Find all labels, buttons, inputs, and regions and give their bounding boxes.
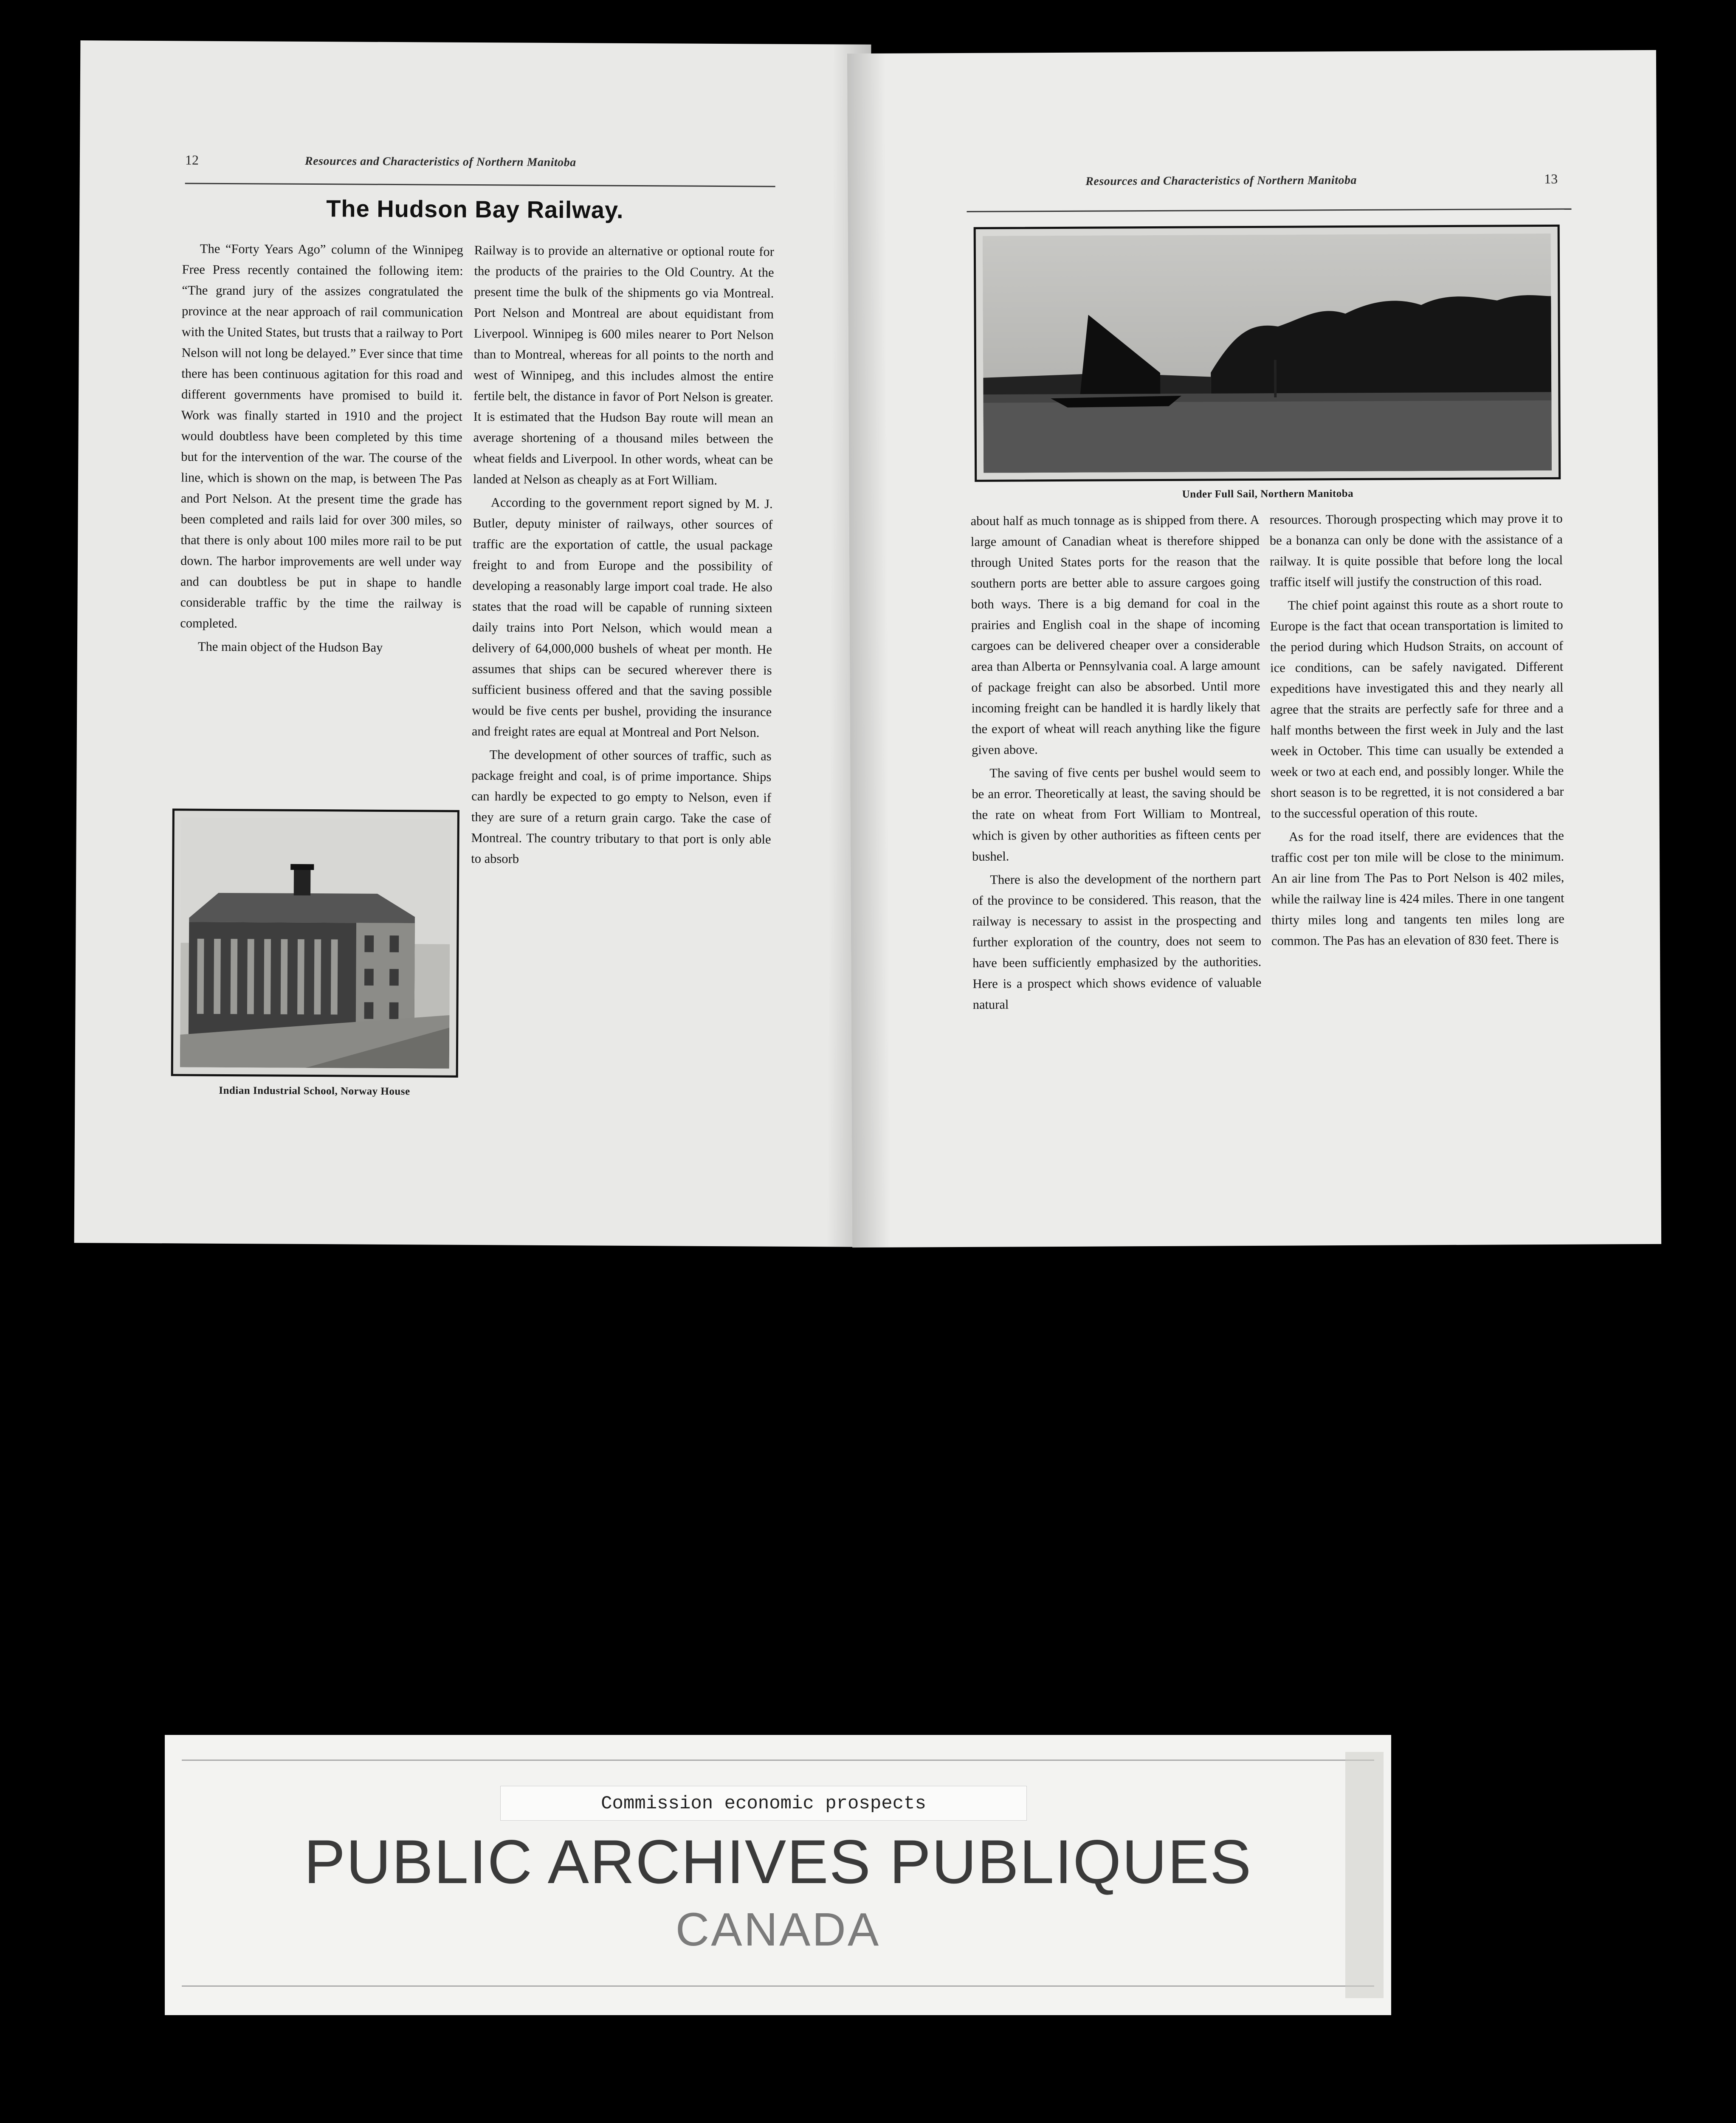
page-number: 13 [1544, 171, 1558, 187]
running-head: Resources and Characteristics of Northern Manitoba [1085, 173, 1357, 188]
photo-caption: Indian Industrial School, Norway House [219, 1084, 410, 1098]
paragraph: resources. Thorough prospecting which may prove it to be a bonanza can only be done with the assistance of a railway. It is quite possible that before long the local traffic itself will justify the construction of this road. [1269, 511, 1563, 589]
page-number: 12 [185, 152, 199, 168]
left-column-1 [180, 238, 463, 661]
header-rule [185, 183, 775, 187]
right-column-1 [971, 510, 1262, 1018]
archive-country: CANADA [675, 1903, 881, 1956]
card-bottom-rule [182, 1985, 1374, 1987]
building-photo-icon [180, 817, 451, 1068]
archive-stamp: PUBLIC ARCHIVES PUBLIQUES [304, 1827, 1252, 1896]
sailboat-photo-icon [983, 234, 1552, 473]
article-title: The Hudson Bay Railway. [326, 195, 624, 223]
right-page [847, 50, 1661, 1247]
card-top-rule [182, 1760, 1374, 1761]
gutter-shadow [847, 53, 891, 1247]
paragraph: According to the government report signed by M. J. Butler, deputy minister of railways, other sources of traffic are the exportation of cattle, the usual package freight to and from Europe and the possibility of developing a reasonably large import coal trade. He also states that the road will be capable of running sixteen daily trains into Port Nelson, which would mean a delivery of 64,000,000 bushels of wheat per month. He assumes that ships can be secured wherever there is sufficient business offered and that the saving possible would be five cents per bushel, providing the insurance and freight rates are equal at Montreal and Port Nelson. [471, 495, 773, 740]
paragraph: The “Forty Years Ago” column of the Winnipeg Free Press recently contained the following item: “The grand jury of the assizes congratulated the province at the near approach of rail communication with the United States, but trusts that a railway to Port Nelson will not long be delayed.” Ever since that time there has been continuous agitation for this road and different governments have promised to build it. Work was finally started in 1910 and the project would doubtless have been completed by this time but for the intervention of the war. The course of the line, which is shown on the map, is between The Pas and Port Nelson. At the present time the grade has been completed and rails laid for over 300 miles, so that there is only about 100 miles more rail to be put down. The harbor improvements are well under way and can doubtless be put in shape to handle considerable traffic by the time the railway is completed. [180, 241, 463, 631]
left-page [74, 40, 871, 1247]
paragraph: The chief point against this route as a short route to Europe is the fact that ocean transportation is limited to the period during which Hudson Straits, on account of ice conditions, can be safely navigated. Different expeditions have investigated this and they nearly all agree that the straits are perfectly safe for three and a half months between the first week in July and the last week in October. This time can usually be extended a week or two at each end, and possibly longer. While the short season is to be regretted, it is not considered a bar to the successful operation of this route. [1270, 597, 1564, 821]
archive-label-card [165, 1735, 1391, 2015]
paragraph: As for the road itself, there are evidences that the traffic cost per ton mile will be close to the minimum. An air line from The Pas to Port Nelson is 402 miles, while the railway line is 424 miles. There in one tangent thirty miles long and tangents ten miles long are common. The Pas has an elevation of 830 feet. There is [1271, 828, 1564, 948]
photo-industrial-school [171, 808, 459, 1078]
paragraph: about half as much tonnage as is shipped from there. A large amount of Canadian wheat is therefore shipped through United States ports for the reason that the southern ports are better able to assure cargoes going both ways. There is a big demand for coal in the prairies and English coal in the shape of incoming cargoes can be delivered cheaper over a considerable area than Alberta or Pennsylvania coal. A large amount of package freight can also be absorbed. Until more incoming freight can be handled it is hardly likely that the export of wheat will reach anything like the figure given above. [970, 512, 1260, 757]
paragraph: There is also the development of the northern part of the province to be considered. This reason, that the railway is necessary to assist in the prospecting and further exploration of the country, does not seem to have been sufficiently emphasized by the authorities. Here is a prospect which shows evidence of valuable natural [972, 871, 1262, 1012]
photo-full-sail [974, 225, 1561, 482]
paragraph: The development of other sources of traffic, such as package freight and coal, is of prime importance. Ships can hardly be expected to go empty to Nelson, even if they are sure of a return grain cargo. Take the case of Montreal. The country tributary to that port is only able to absorb [471, 747, 772, 866]
running-head: Resources and Characteristics of Northern Manitoba [304, 154, 576, 169]
photo-caption: Under Full Sail, Northern Manitoba [1182, 487, 1354, 500]
right-column-2 [1270, 508, 1565, 954]
paragraph: Railway is to provide an alternative or optional route for the products of the prairies to the Old Country. At the present time the bulk of the shipments go via Montreal. Port Nelson and Montreal are about equidistant from Liverpool. Winnipeg is 600 miles nearer to Port Nelson than to Montreal, whereas for all points to the north and west of Winnipeg, and this includes almost the entire fertile belt, the distance in favor of Port Nelson is greater. It is estimated that the Hudson Bay route will mean an average shortening of a thousand miles between the wheat fields and Liverpool. In other words, wheat can be landed at Nelson as cheaply as at Fort William. [473, 243, 774, 488]
header-rule [967, 208, 1571, 212]
left-column-2 [471, 240, 774, 873]
paragraph: The main object of the Hudson Bay [197, 639, 383, 655]
paragraph: The saving of five cents per bushel would seem to be an error. Theoretically at least, the saving should be the rate on wheat from Fort William to Montreal, which is given by other authorities as fifteen cents per bushel. [972, 764, 1261, 864]
subject-strip: Commission economic prospects [500, 1786, 1027, 1821]
